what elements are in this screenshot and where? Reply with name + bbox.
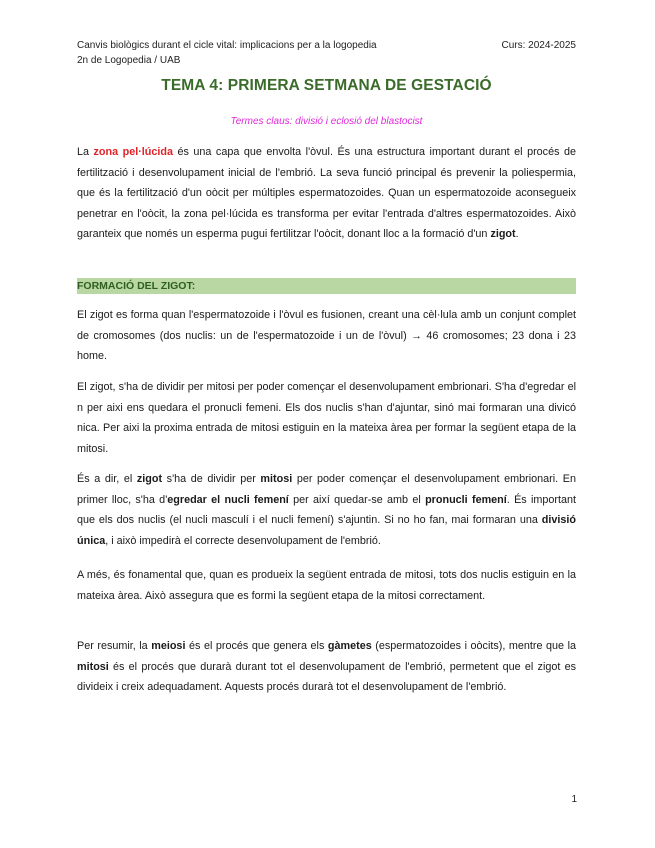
section-heading: FORMACIÓ DEL ZIGOT:	[77, 278, 576, 294]
paragraph-2: El zigot, s'ha de dividir per mitosi per poder començar el desenvolupament embrionari. S'ha d'egredar el n per aixi ens quedara el pronucli femeni. Els dos nuclis s'han d'ajuntar, sinó mai formaran una divicó nica. Per aixi la proxima entrada de mitosi estiguin en la mateixa àrea per formar la següent etapa de la mitosi.	[77, 381, 576, 455]
course-name: Canvis biològics durant el cicle vital: implicacions per a la logopedia	[77, 40, 377, 51]
intro-paragraph: La zona pel·lúcida és una capa que envolta l'òvul. És una estructura important durant el procés de fertilització i desenvolupament inicial de l'embrió. La seva funció principal és prevenir la poliespermia, que és la fertilització d'un oòcit per múltiples espermatozoides. Quan un espermatozoide aconsegueix penetrar en l'oòcit, la zona pel·lúcida es transforma per evitar l'entrada d'altres espermatozoides. Això garanteix que només un esperma pugui fertilitzar l'oòcit, donant lloc a la formació d'un zigot.	[77, 146, 576, 240]
key-terms: Termes claus: divisió i eclosió del blastocist	[230, 116, 423, 127]
paragraph-1: El zigot es forma quan l'espermatozoide i l'òvul es fusionen, creant una cèl·lula amb un conjunt complet de cromosomes (dos nuclis: un de l'espermatozoide i un de l'òvul) → 46 cromosomes; 23 dona i 23 home.	[77, 309, 576, 362]
page-number: 1	[571, 794, 577, 805]
page-header-left	[77, 38, 377, 68]
paragraph-3: És a dir, el zigot s'ha de dividir per mitosi per poder començar el desenvolupament embrionari. En primer lloc, s'ha d'egredar el nucli femení per així quedar-se amb el pronucli femení. És important que els dos nuclis (el nucli masculí i el nucli femení) s'ajuntin. Si no ho fan, mai formaran una divisió única, i això impedirà el correcte desenvolupament de l'embrió.	[77, 473, 577, 547]
paragraph-4: A més, és fonamental que, quan es produeix la següent entrada de mitosi, tots dos nuclis estiguin en la mateixa àrea. Això assegura que es formi la següent etapa de la mitosi correctament.	[77, 569, 576, 602]
paragraph-5: Per resumir, la meiosi és el procés que genera els gàmetes (espermatozoides i oòcits), mentre que la mitosi és el procés que durarà durant tot el desenvolupament de l'embrió, permetent que el zigot es divideix i creix adequadament. Aquests procés durarà tot el desenvolupament de l'embrió.	[77, 640, 576, 693]
page-title: TEMA 4: PRIMERA SETMANA DE GESTACIÓ	[161, 77, 492, 94]
highlight-term: zona pel·lúcida	[93, 146, 174, 158]
academic-year: Curs: 2024-2025	[501, 40, 576, 51]
program-name: 2n de Logopedia / UAB	[77, 55, 181, 66]
